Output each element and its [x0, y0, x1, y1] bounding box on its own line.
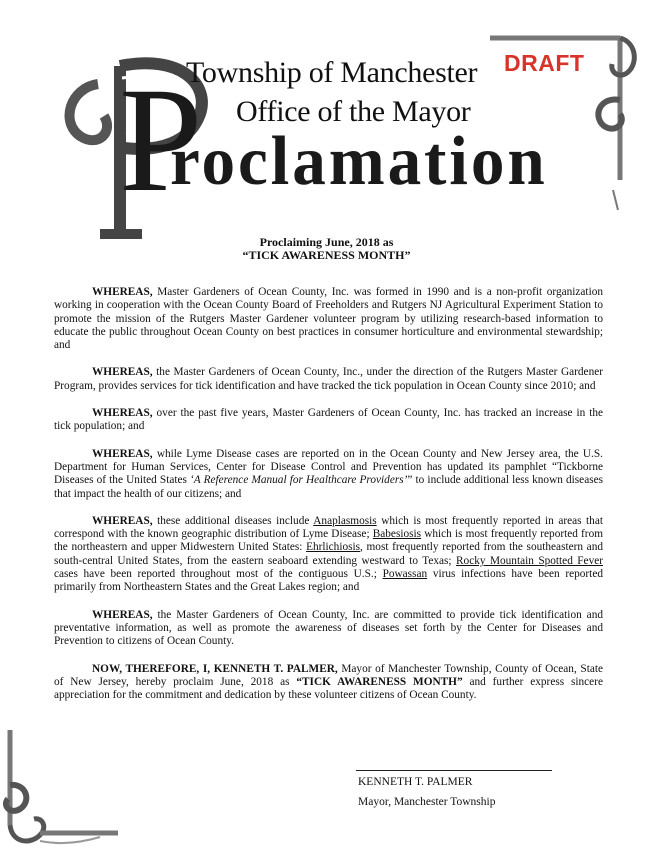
draft-stamp: DRAFT	[504, 50, 585, 76]
subtitle-line1: Proclaiming June, 2018 as	[259, 235, 394, 249]
signature-line	[356, 770, 552, 771]
whereas-paragraph-5: WHEREAS, these additional diseases include Anaplasmosis which is most frequently reported in areas that correspond with the known geographic distribution of Lyme Disease; Babesiosis which is most frequently reported from the northeastern and upper Midwestern United States: Ehrlichiosis, most frequently reported from the southeastern and south-central United States, from the eastern seaboard extending westward to Texas; Rocky Mountain Spotted Fever cases have been reported throughout most of the contiguous U.S.; Powassan virus infections have been reported primarily from Northeastern States and the Great Lakes region; and	[54, 514, 604, 594]
proclamation-body	[54, 286, 603, 716]
signatory-name: KENNETH T. PALMER	[358, 776, 473, 788]
resolution-paragraph: NOW, THEREFORE, I, KENNETH T. PALMER, Mayor of Manchester Township, County of Ocean, State of New Jersey, hereby proclaim June, 2018 as “TICK AWARENESS MONTH” and further express sincere appreciation for the commitment and dedication by these volunteer citizens of Ocean County.	[54, 662, 604, 702]
whereas-paragraph-3: WHEREAS, over the past five years, Master Gardeners of Ocean County, Inc. has tracked an increase in the tick population; and	[54, 407, 603, 433]
whereas-paragraph-1: WHEREAS, Master Gardeners of Ocean County, Inc. was formed in 1990 and is a non-profit organization working in cooperation with the Ocean County Board of Freeholders and Rutgers NJ Agricultural Experiment Station to promote the mission of the Rutgers Master Gardener volunteer program by utilizing research-based information to educate the public throughout Ocean County on best practices in consumer horticulture and environmental stewardship; and	[54, 286, 604, 352]
corner-ornament-bottom	[0, 725, 120, 850]
disease-ehrlichiosis: Ehrlichiosis	[306, 541, 361, 554]
subtitle-line2: “TICK AWARENESS MONTH”	[242, 248, 411, 262]
whereas-paragraph-6: WHEREAS, the Master Gardeners of Ocean County, Inc. are committed to provide tick identification and preventative information, as well as promote the awareness of diseases set forth by the Center for Diseases and Prevention to citizens of Ocean County.	[54, 608, 603, 648]
initial-p-letter: P	[119, 57, 203, 223]
signatory-title: Mayor, Manchester Township	[358, 796, 496, 808]
disease-babesiosis: Babesiosis	[372, 528, 422, 541]
whereas-paragraph-2: WHEREAS, the Master Gardeners of Ocean County, Inc., under the direction of the Rutgers Master Gardener Program, provides services for tick identification and have tracked the tick population in Ocean County since 2010; and	[54, 366, 603, 392]
township-heading: Township of Manchester	[186, 56, 478, 89]
disease-powassan: Powassan	[382, 568, 428, 581]
disease-anaplasmosis: Anaplasmosis	[313, 514, 377, 527]
whereas-paragraph-4: WHEREAS, while Lyme Disease cases are reported on in the Ocean County and New Jersey area, the U.S. Department for Human Services, Center for Disease Control and Prevention has updated its pamphlet “Tickborne Diseases of the United States ‘A Reference Manual for Healthcare Providers’” to include additional less known diseases that impact the health of our citizens; and	[54, 447, 604, 500]
disease-rocky-mountain-spotted-fever: Rocky Mountain Spotted Fever	[456, 554, 603, 567]
proclamation-title: roclamation	[170, 123, 548, 200]
office-heading: Office of the Mayor	[236, 95, 471, 128]
